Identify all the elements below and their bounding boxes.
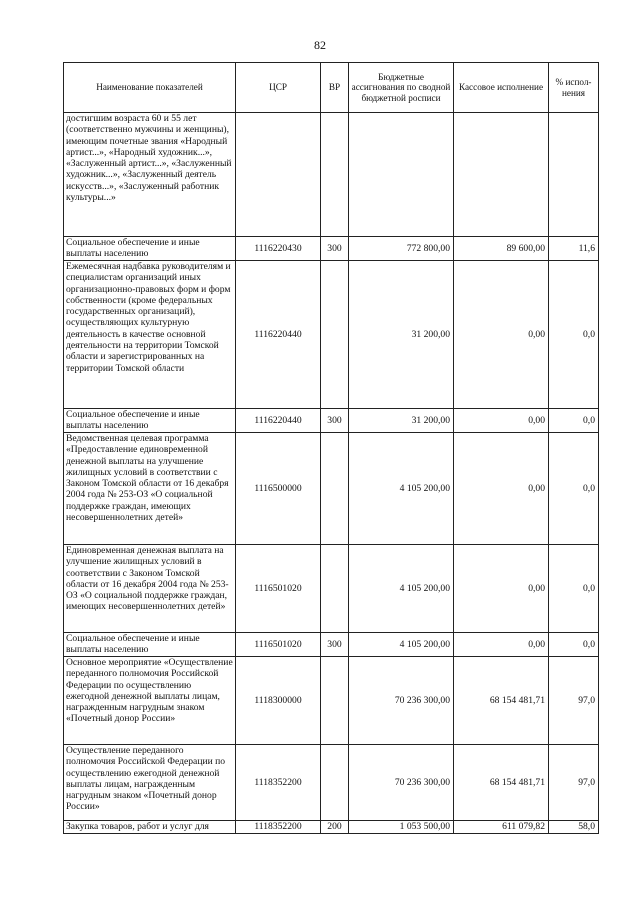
table-row <box>64 745 599 821</box>
row-vr: 300 <box>321 237 349 261</box>
row-csr: 1116501020 <box>236 545 321 633</box>
row-csr: 1116501020 <box>236 633 321 657</box>
table-header-row <box>64 63 599 113</box>
table-row <box>64 821 599 834</box>
row-budget: 772 800,00 <box>349 237 454 261</box>
row-cash: 68 154 481,71 <box>454 745 549 821</box>
row-budget <box>349 113 454 237</box>
table-row <box>64 433 599 545</box>
row-csr: 1118352200 <box>236 745 321 821</box>
row-percent: 11,6 <box>549 237 599 261</box>
row-name: Осуществление переданного полномочия Российской Федерации по осуществлению ежегодной денежной выплаты лицам, награжденным нагрудным знаком «Почетный донор России» <box>64 745 236 821</box>
row-csr <box>236 113 321 237</box>
row-name: Социальное обеспечение и иные выплаты населению <box>64 237 236 261</box>
row-percent: 0,0 <box>549 633 599 657</box>
row-vr <box>321 545 349 633</box>
header-name: Наименование показателей <box>64 63 236 113</box>
table-row <box>64 113 599 237</box>
header-vr: ВР <box>321 63 349 113</box>
row-cash <box>454 113 549 237</box>
row-name: Социальное обеспечение и иные выплаты населению <box>64 409 236 433</box>
table-row <box>64 657 599 745</box>
row-percent: 0,0 <box>549 261 599 409</box>
row-name: Закупка товаров, работ и услуг для <box>64 821 236 834</box>
row-cash: 89 600,00 <box>454 237 549 261</box>
row-cash: 0,00 <box>454 409 549 433</box>
row-name: Социальное обеспечение и иные выплаты населению <box>64 633 236 657</box>
row-vr <box>321 657 349 745</box>
row-budget: 1 053 500,00 <box>349 821 454 834</box>
table-row <box>64 261 599 409</box>
row-percent <box>549 113 599 237</box>
row-name: Основное мероприятие «Осуществление переданного полномочия Российской Федерации по осуществлению ежегодной денежной выплаты лицам, награжденным нагрудным знаком «Почетный донор России» <box>64 657 236 745</box>
row-cash: 68 154 481,71 <box>454 657 549 745</box>
table-row <box>64 633 599 657</box>
row-percent: 97,0 <box>549 657 599 745</box>
row-budget: 70 236 300,00 <box>349 745 454 821</box>
row-csr: 1116220430 <box>236 237 321 261</box>
row-csr: 1116220440 <box>236 261 321 409</box>
header-csr: ЦСР <box>236 63 321 113</box>
budget-table <box>63 62 599 834</box>
row-cash: 0,00 <box>454 261 549 409</box>
row-vr <box>321 433 349 545</box>
row-vr: 300 <box>321 409 349 433</box>
row-cash: 0,00 <box>454 633 549 657</box>
header-percent: % испол-нения <box>549 63 599 113</box>
row-percent: 0,0 <box>549 409 599 433</box>
header-budget: Бюджетные ассигнования по сводной бюджетной росписи <box>349 63 454 113</box>
row-percent: 0,0 <box>549 433 599 545</box>
row-percent: 97,0 <box>549 745 599 821</box>
row-vr: 200 <box>321 821 349 834</box>
row-budget: 31 200,00 <box>349 409 454 433</box>
row-budget: 4 105 200,00 <box>349 433 454 545</box>
row-vr <box>321 261 349 409</box>
row-name: Единовременная денежная выплата на улучшение жилищных условий в соответствии с Законом Томской области от 16 декабря 2004 года № 253-ОЗ «О социальной поддержке граждан, имеющих несовершеннолетних детей» <box>64 545 236 633</box>
page-number: 82 <box>314 38 326 52</box>
row-budget: 4 105 200,00 <box>349 545 454 633</box>
row-cash: 0,00 <box>454 545 549 633</box>
row-cash: 611 079,82 <box>454 821 549 834</box>
row-cash: 0,00 <box>454 433 549 545</box>
row-budget: 4 105 200,00 <box>349 633 454 657</box>
row-csr: 1118352200 <box>236 821 321 834</box>
row-budget: 70 236 300,00 <box>349 657 454 745</box>
header-cash: Кассовое исполнение <box>454 63 549 113</box>
row-vr <box>321 113 349 237</box>
row-name: Ежемесячная надбавка руководителям и специалистам организаций иных организационно-правовых форм и форм собственности (кроме федеральных государственных организаций), осуществляющих культурную деятельность в качестве основной деятельности на территории Томской области и зарегистрированных на территории Томской области <box>64 261 236 409</box>
table-row <box>64 545 599 633</box>
table-row <box>64 409 599 433</box>
row-csr: 1116500000 <box>236 433 321 545</box>
row-percent: 0,0 <box>549 545 599 633</box>
row-name: Ведомственная целевая программа «Предоставление единовременной денежной выплаты на улучшение жилищных условий в соответствии с Законом Томской области от 16 декабря 2004 года № 253-ОЗ «О социальной поддержке граждан, имеющих несовершеннолетних детей» <box>64 433 236 545</box>
row-budget: 31 200,00 <box>349 261 454 409</box>
row-csr: 1116220440 <box>236 409 321 433</box>
row-percent: 58,0 <box>549 821 599 834</box>
row-vr: 300 <box>321 633 349 657</box>
row-csr: 1118300000 <box>236 657 321 745</box>
row-vr <box>321 745 349 821</box>
row-name: достигшим возраста 60 и 55 лет (соответственно мужчины и женщины), имеющим почетные звания «Народный артист...», «Народный художник...», «Заслуженный артист...», «Заслуженный художник...», «Заслуженный деятель искусств...», «Заслуженный работник культуры...» <box>64 113 236 237</box>
table-row <box>64 237 599 261</box>
